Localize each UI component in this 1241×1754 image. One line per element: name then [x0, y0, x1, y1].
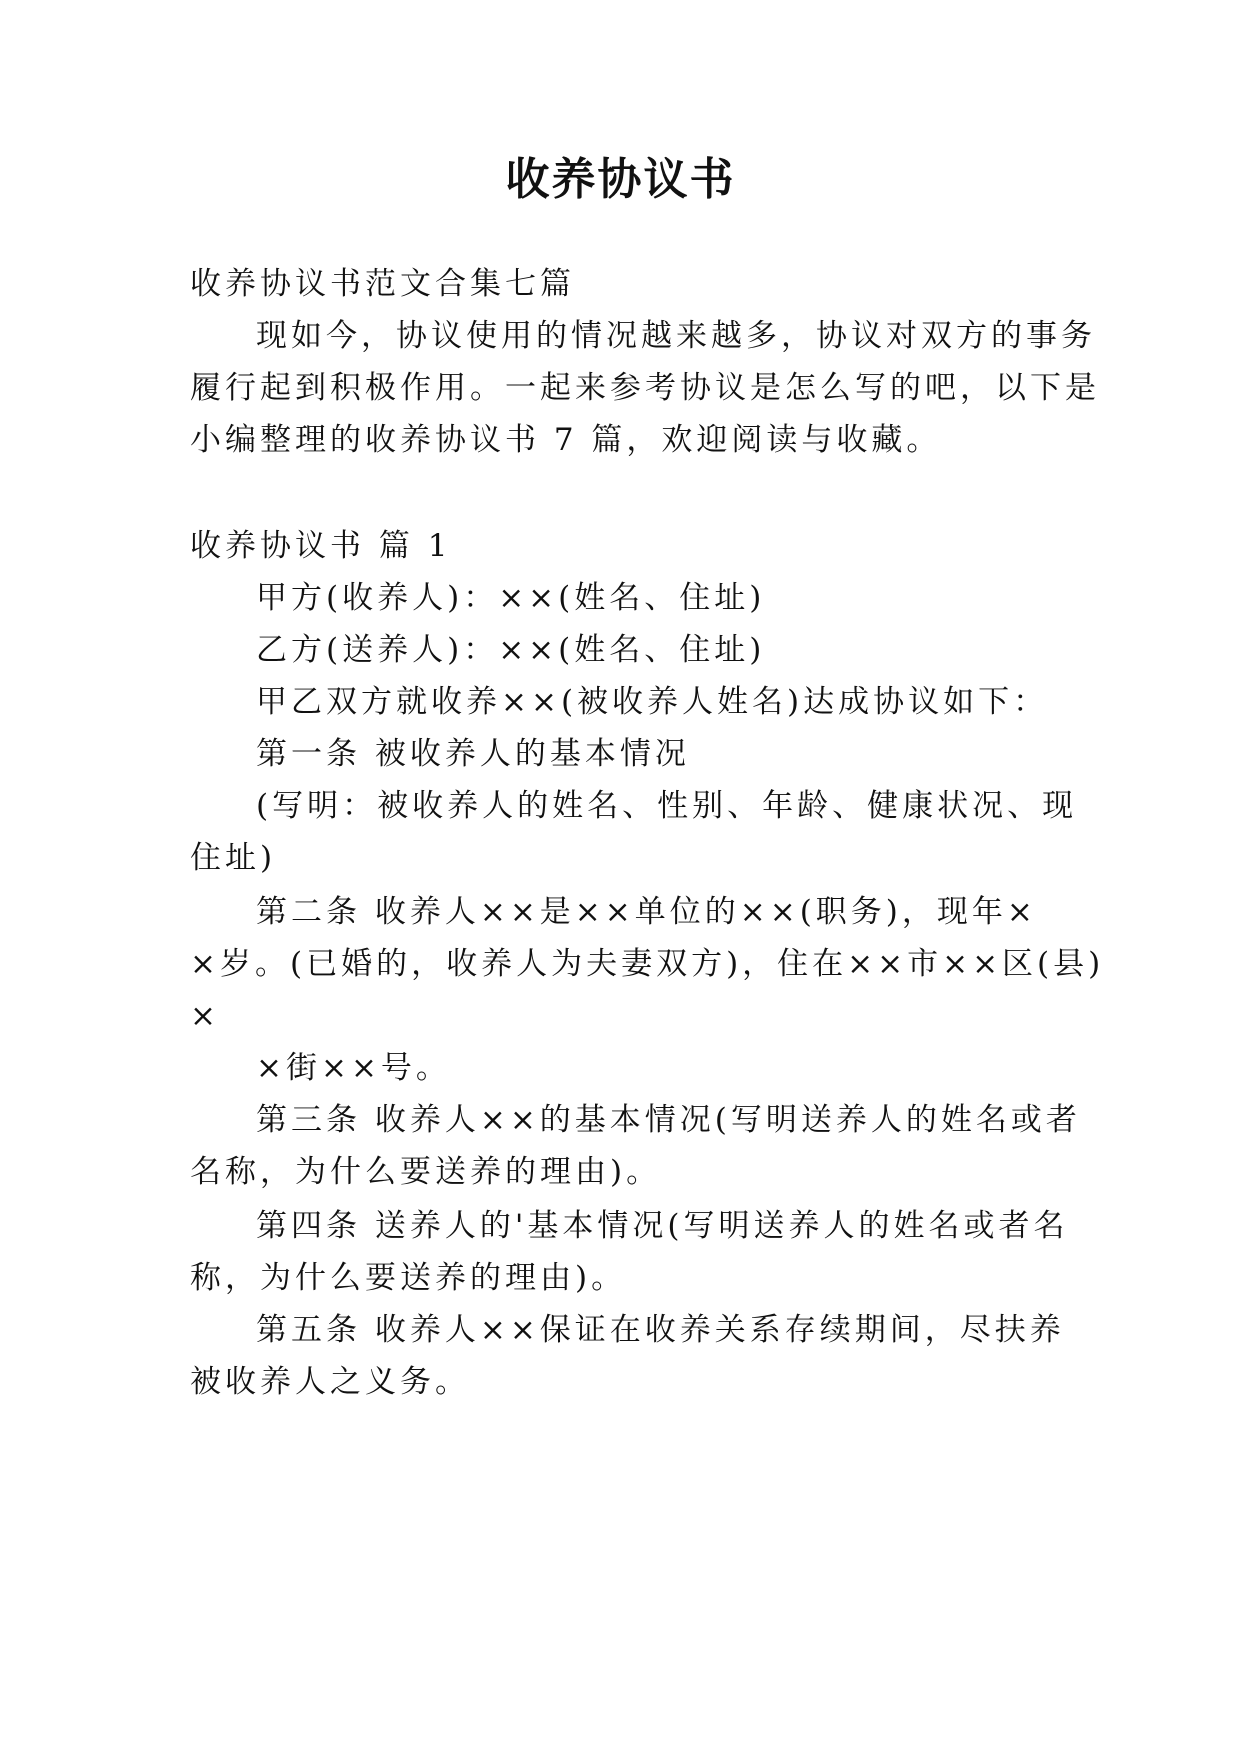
article-1-line-2: 住址) — [190, 840, 277, 876]
agreement-intro: 甲乙双方就收养××(被收养人姓名)达成协议如下： — [256, 684, 1049, 720]
article-2-line-3: × — [190, 998, 220, 1034]
article-2-line-1: 第二条 收养人××是××单位的××(职务)，现年× — [256, 894, 1037, 930]
article-4-line-1: 第四条 送养人的'基本情况(写明送养人的姓名或者名 — [256, 1208, 1069, 1244]
intro-line-1: 现如今，协议使用的情况越来越多，协议对双方的事务 — [256, 318, 1096, 354]
article-3-line-1: 第三条 收养人××的基本情况(写明送养人的姓名或者 — [256, 1102, 1081, 1138]
article-2-line-2: ×岁。(已婚的，收养人为夫妻双方)，住在××市××区(县) — [190, 946, 1105, 982]
article-1-line-1: (写明：被收养人的姓名、性别、年龄、健康状况、现 — [256, 788, 1078, 824]
document-subtitle: 收养协议书范文合集七篇 — [190, 266, 575, 302]
article-2-line-4: ×街××号。 — [256, 1050, 451, 1086]
article-1-title: 第一条 被收养人的基本情况 — [256, 736, 690, 772]
article-4-line-2: 称，为什么要送养的理由)。 — [190, 1260, 627, 1296]
party-a: 甲方(收养人)：××(姓名、住址) — [256, 580, 766, 616]
article-5-line-1: 第五条 收养人××保证在收养关系存续期间，尽扶养 — [256, 1312, 1065, 1348]
article-3-line-2: 名称，为什么要送养的理由)。 — [190, 1154, 662, 1190]
article-5-line-2: 被收养人之义务。 — [190, 1364, 470, 1400]
intro-line-3: 小编整理的收养协议书 7 篇，欢迎阅读与收藏。 — [190, 422, 942, 458]
document-title: 收养协议书 — [505, 154, 736, 205]
party-b: 乙方(送养人)：××(姓名、住址) — [256, 632, 766, 668]
section-heading: 收养协议书 篇 1 — [190, 528, 452, 564]
intro-line-2: 履行起到积极作用。一起来参考协议是怎么写的吧，以下是 — [190, 370, 1100, 406]
